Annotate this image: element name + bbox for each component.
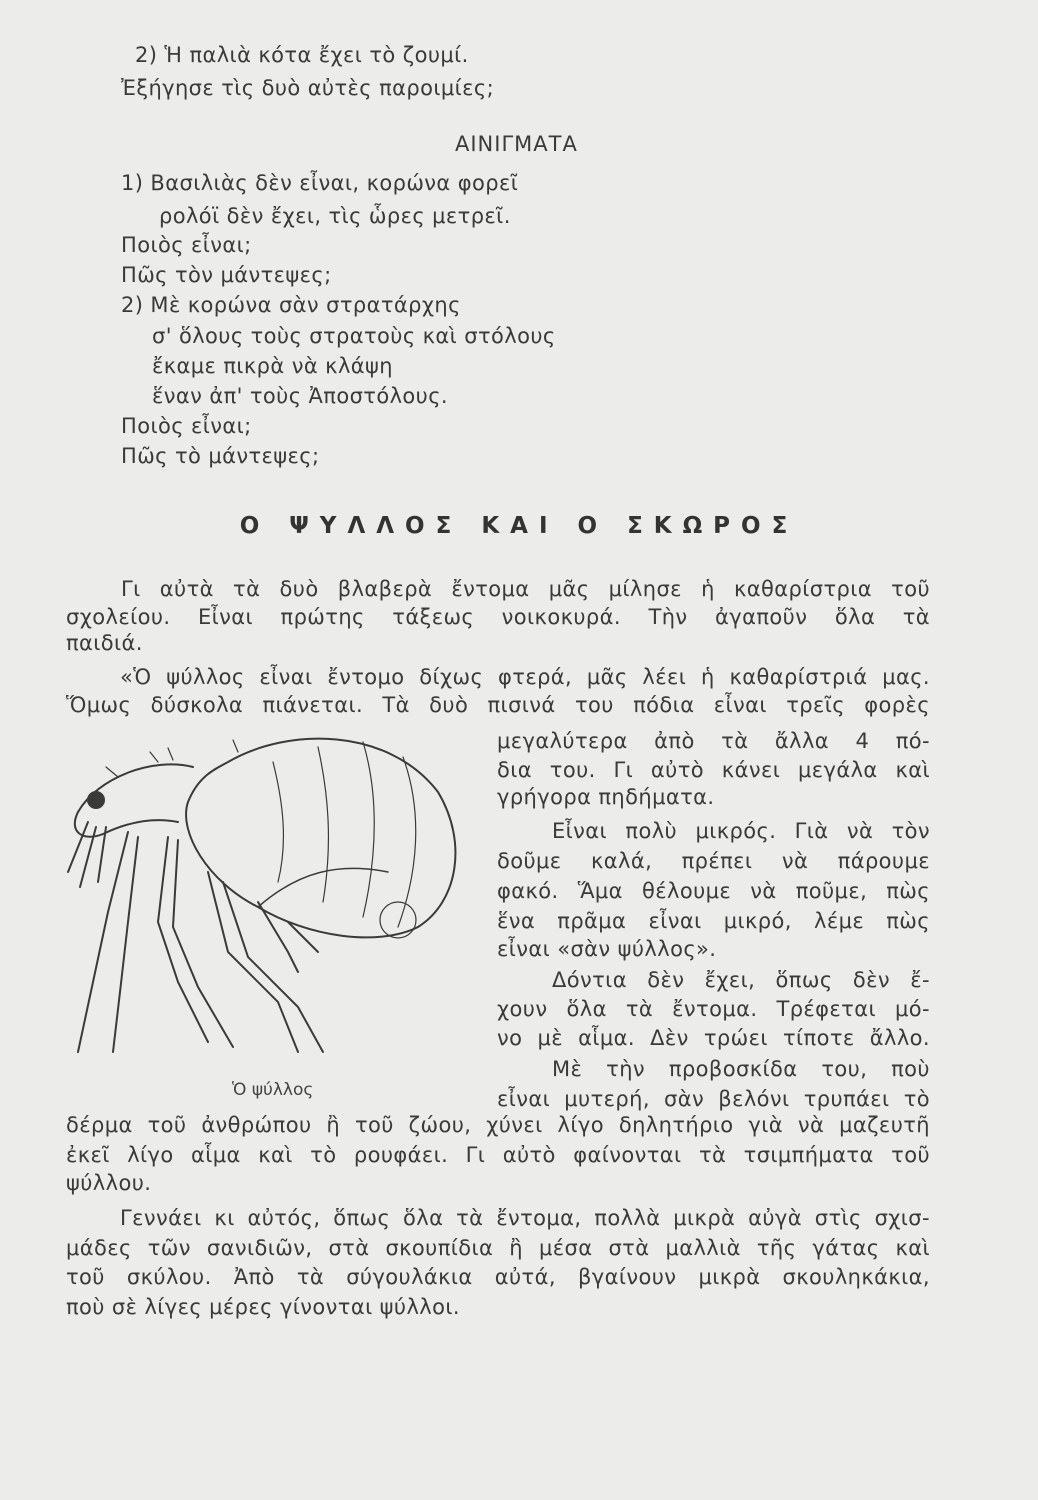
riddle-line: ρολόϊ δὲν ἔχει, τὶς ὧρες μετρεῖ. [159,204,511,228]
column-line: δια του. Γι αὐτὸ κάνει μεγάλα καὶ [497,758,930,782]
proverb-line: 2) Ἡ παλιὰ κότα ἔχει τὸ ζουμί. [135,43,469,67]
riddle-line: Πῶς τὸν μάντεψες; [121,263,332,287]
riddle-line: 2) Μὲ κορώνα σὰν στρατάρχης [121,293,461,317]
column-line: εἶναι μυτερή, σὰν βελόνι τρυπάει τὸ [497,1087,930,1111]
article-title: Ο ΨΥΛΛΟΣ ΚΑΙ Ο ΣΚΩΡΟΣ [239,513,799,539]
paragraph-line: σχολείου. Εἶναι πρώτης τάξεως νοικοκυρά. Τὴν ἀγαποῦν ὅλα τὰ [66,605,930,629]
paragraph-line: μάδες τῶν σανιδιῶν, στὰ σκουπίδια ἢ μέσα στὰ μαλλιὰ τῆς γάτας καὶ [66,1236,930,1260]
riddle-line: ἕναν ἀπ' τοὺς Ἀποστόλους. [152,384,448,408]
column-line: φακό. Ἅμα θέλουμε νὰ ποῦμε, πὼς [497,879,930,903]
column-line: χουν ὅλα τὰ ἔντομα. Τρέφεται μό- [497,997,930,1021]
paragraph-line: παιδιά. [66,631,143,655]
column-line: Μὲ τὴν προβοσκίδα του, ποὺ [552,1057,930,1081]
riddle-line: Πῶς τὸ μάντεψες; [121,444,320,468]
column-line: ἕνα πρᾶμα εἶναι μικρό, λέμε πὼς [497,909,930,933]
column-line: νο μὲ αἷμα. Δὲν τρώει τίποτε ἄλλο. [497,1026,930,1050]
illustration-caption: Ὁ ψύλλος [232,1080,314,1100]
column-line: Δόντια δὲν ἔχει, ὅπως δὲν ἔ- [552,968,930,992]
proverb-question: Ἐξήγησε τὶς δυὸ αὐτὲς παροιμίες; [121,76,495,100]
paragraph-line: Ὅμως δύσκολα πιάνεται. Τὰ δυὸ πισινά του πόδια εἶναι τρεῖς φορὲς [66,693,930,717]
column-line: εἶναι «σὰν ψύλλος». [497,937,717,961]
column-line: γρήγορα πηδήματα. [497,785,715,809]
riddle-line: ἔκαμε πικρὰ νὰ κλάψη [152,354,393,378]
riddle-line: Ποιὸς εἶναι; [121,233,252,257]
paragraph-line: Γεννάει κι αὐτός, ὅπως ὅλα τὰ ἔντομα, πολλὰ μικρὰ αὐγὰ στὶς σχισ- [120,1206,930,1230]
paragraph-line: Γι αὐτὰ τὰ δυὸ βλαβερὰ ἔντομα μᾶς μίλησε ἡ καθαρίστρια τοῦ [121,577,930,601]
paragraph-line: «Ὁ ψύλλος εἶναι ἔντομο δίχως φτερά, μᾶς λέει ἡ καθαρίστριά μας. [120,665,930,689]
riddles-heading: ΑΙΝΙΓΜΑΤΑ [455,132,578,156]
paragraph-line: τοῦ σκύλου. Ἀπὸ τὰ σύγουλάκια αὐτά, βγαίνουν μικρὰ σκουληκάκια, [66,1265,930,1289]
column-line: δοῦμε καλά, πρέπει νὰ πάρουμε [497,849,930,873]
paragraph-line: δέρμα τοῦ ἀνθρώπου ἢ τοῦ ζώου, χύνει λίγο δηλητήριο γιὰ νὰ μαζευτῆ [66,1113,930,1137]
riddle-line: 1) Βασιλιὰς δὲν εἶναι, κορώνα φορεῖ [121,171,519,195]
paragraph-line: ψύλλου. [66,1171,152,1195]
paragraph-line: ποὺ σὲ λίγες μέρες γίνονται ψύλλοι. [66,1295,460,1319]
column-line: μεγαλύτερα ἀπὸ τὰ ἄλλα 4 πό- [497,729,930,753]
riddle-line: σ' ὅλους τοὺς στρατοὺς καὶ στόλους [152,324,556,348]
column-line: Εἶναι πολὺ μικρός. Γιὰ νὰ τὸν [552,819,930,843]
paragraph-line: ἐκεῖ λίγο αἷμα καὶ τὸ ρουφάει. Γι αὐτὸ φαίνονται τὰ τσιμπήματα τοῦ [66,1143,930,1167]
riddle-line: Ποιὸς εἶναι; [121,414,252,438]
flea-illustration [58,722,478,1072]
